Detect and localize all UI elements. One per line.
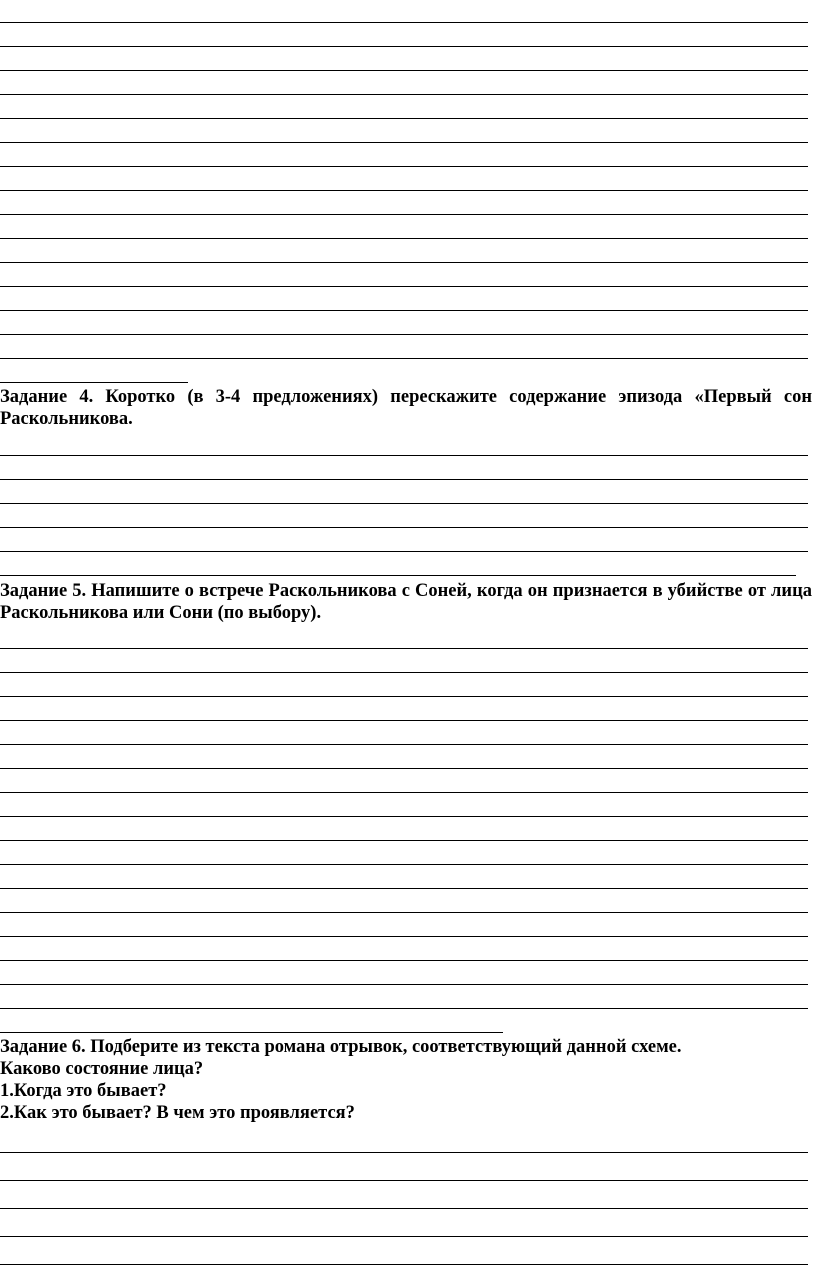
answer-line bbox=[0, 262, 808, 263]
answer-line bbox=[0, 1236, 808, 1237]
answer-line bbox=[0, 46, 808, 47]
answer-line bbox=[0, 1264, 808, 1265]
answer-line bbox=[0, 1180, 808, 1181]
answer-line bbox=[0, 984, 808, 985]
answer-line bbox=[0, 166, 808, 167]
task-5-text: Задание 5. Напишите о встрече Раскольникова с Соней, когда он признается в убийстве от лица Раскольникова или Сони (по выбору). bbox=[0, 581, 812, 623]
answer-line bbox=[0, 696, 808, 697]
answer-line bbox=[0, 912, 808, 913]
answer-line bbox=[0, 720, 808, 721]
task-4 bbox=[0, 386, 812, 430]
answer-line-short bbox=[0, 1032, 503, 1033]
answer-line bbox=[0, 864, 808, 865]
answer-line bbox=[0, 310, 808, 311]
answer-line bbox=[0, 286, 808, 287]
answer-line bbox=[0, 648, 808, 649]
answer-line bbox=[0, 1152, 808, 1153]
answer-line bbox=[0, 214, 808, 215]
task-6-question: 2.Как это бывает? В чем это проявляется? bbox=[0, 1103, 355, 1123]
answer-line bbox=[0, 575, 796, 576]
answer-line bbox=[0, 455, 808, 456]
task-4-text: Задание 4. Коротко (в 3-4 предложениях) перескажите содержание эпизода «Первый сон Раскольникова. bbox=[0, 387, 812, 429]
answer-line bbox=[0, 94, 808, 95]
answer-line bbox=[0, 190, 808, 191]
answer-line bbox=[0, 503, 808, 504]
answer-line bbox=[0, 816, 808, 817]
answer-line bbox=[0, 1008, 808, 1009]
task-6-title: Задание 6. Подберите из текста романа отрывок, соответствующий данной схеме. bbox=[0, 1037, 682, 1057]
answer-line bbox=[0, 936, 808, 937]
answer-line bbox=[0, 768, 808, 769]
task-6-question: Каково состояние лица? bbox=[0, 1059, 204, 1079]
answer-line bbox=[0, 551, 808, 552]
answer-line bbox=[0, 479, 808, 480]
answer-line bbox=[0, 960, 808, 961]
answer-line bbox=[0, 142, 808, 143]
answer-line bbox=[0, 22, 808, 23]
answer-line bbox=[0, 334, 808, 335]
answer-line bbox=[0, 238, 808, 239]
answer-line bbox=[0, 792, 808, 793]
answer-line bbox=[0, 1208, 808, 1209]
answer-line bbox=[0, 527, 808, 528]
answer-line-short bbox=[0, 382, 188, 383]
task-6-question: 1.Когда это бывает? bbox=[0, 1081, 167, 1101]
task-6 bbox=[0, 1036, 812, 1124]
answer-line bbox=[0, 672, 808, 673]
answer-line bbox=[0, 358, 808, 359]
answer-line bbox=[0, 888, 808, 889]
answer-line bbox=[0, 840, 808, 841]
answer-line bbox=[0, 118, 808, 119]
task-5 bbox=[0, 580, 812, 624]
answer-line bbox=[0, 70, 808, 71]
answer-line bbox=[0, 744, 808, 745]
